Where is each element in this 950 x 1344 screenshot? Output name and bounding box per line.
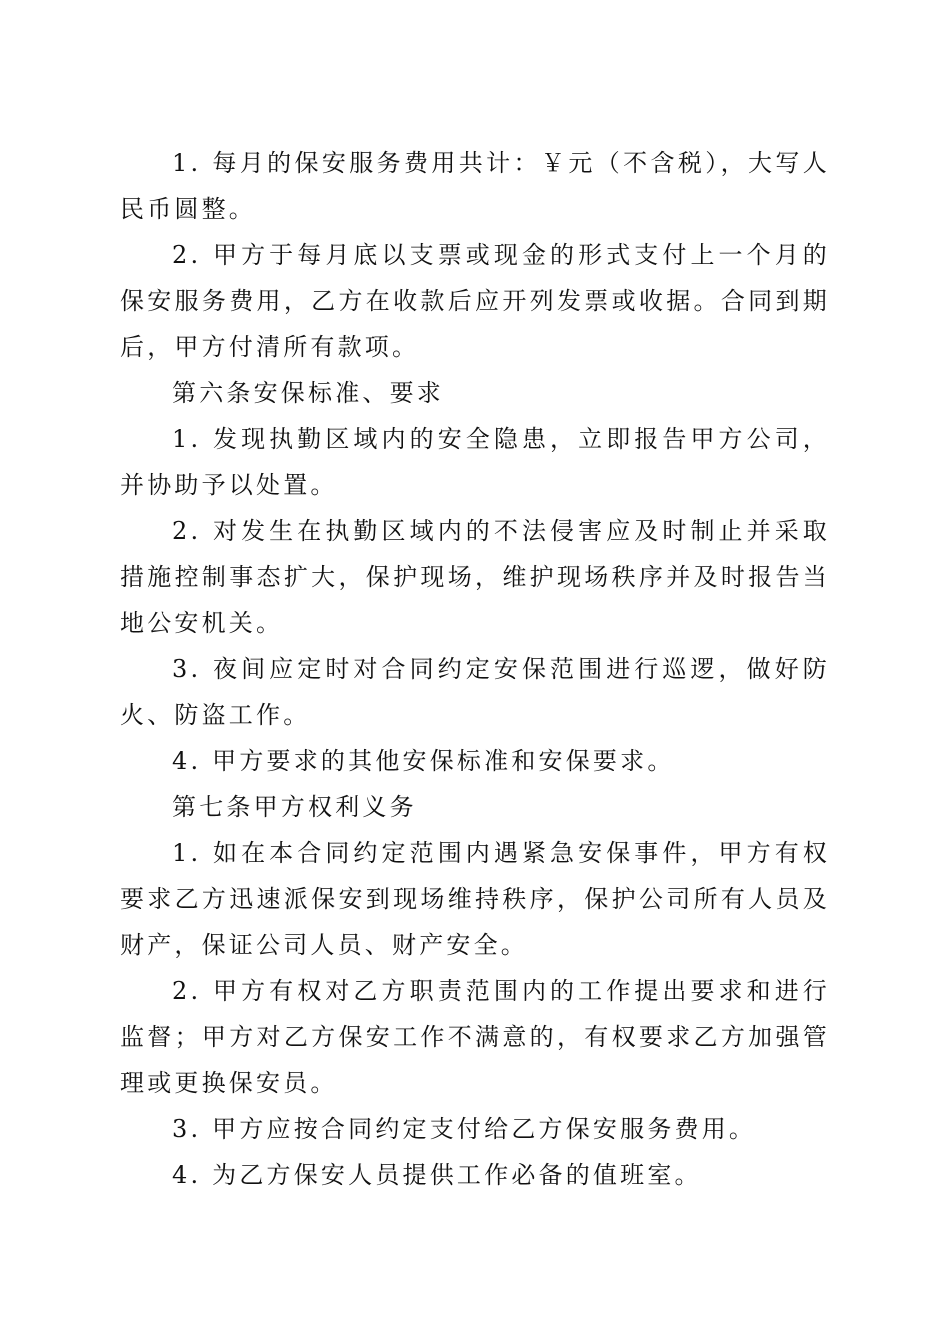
party-a-right-4: 4. 为乙方保安人员提供工作必备的值班室。 [172,1161,702,1189]
section-heading-article-7: 第七条甲方权利义务 [172,793,417,821]
security-standard-4: 4. 甲方要求的其他安保标准和安保要求。 [172,747,675,775]
fee-clause-2: 2. 甲方于每月底以支票或现金的形式支付上一个月的保安服务费用，乙方在收款后应开列发票或收据。合同到期后，甲方付清所有款项。 [120,241,830,361]
security-standard-2: 2. 对发生在执勤区域内的不法侵害应及时制止并采取措施控制事态扩大，保护现场，维护现场秩序并及时报告当地公安机关。 [120,517,830,637]
security-standard-3: 3. 夜间应定时对合同约定安保范围进行巡逻，做好防火、防盗工作。 [120,655,830,729]
fee-clause-1: 1. 每月的保安服务费用共计：￥元（不含税），大写人民币圆整。 [120,149,830,223]
section-heading-article-6: 第六条安保标准、要求 [172,379,444,407]
party-a-right-3: 3. 甲方应按合同约定支付给乙方保安服务费用。 [172,1115,757,1143]
security-standard-1: 1. 发现执勤区域内的安全隐患，立即报告甲方公司，并协助予以处置。 [120,425,830,499]
party-a-right-2: 2. 甲方有权对乙方职责范围内的工作提出要求和进行监督；甲方对乙方保安工作不满意的，有权要求乙方加强管理或更换保安员。 [120,977,830,1097]
party-a-right-1: 1. 如在本合同约定范围内遇紧急安保事件，甲方有权要求乙方迅速派保安到现场维持秩序，保护公司所有人员及财产，保证公司人员、财产安全。 [120,839,830,959]
document-body [120,140,830,1198]
